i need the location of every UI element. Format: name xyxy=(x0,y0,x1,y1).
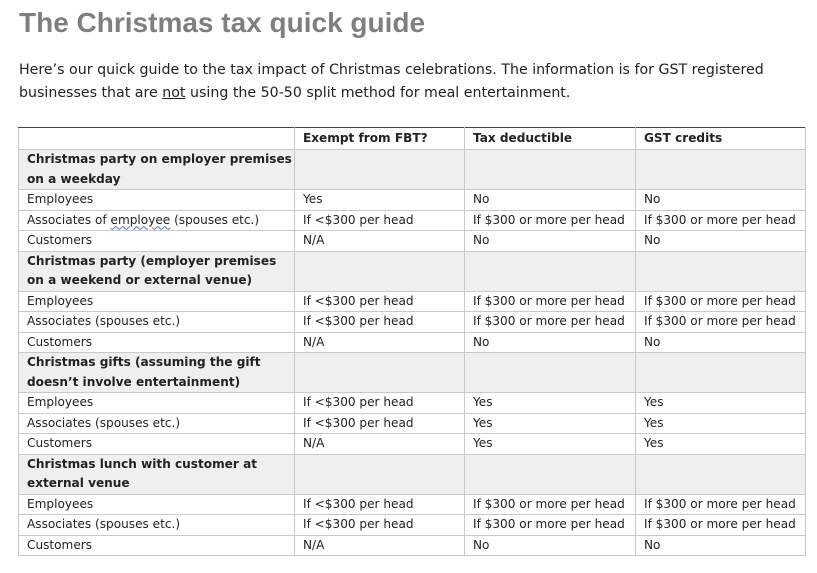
cell-gst-credits: If $300 or more per head xyxy=(636,210,806,231)
row-label: Employees xyxy=(19,393,295,414)
row-label: Customers xyxy=(19,332,295,353)
section-heading-row xyxy=(19,454,806,494)
table-row xyxy=(19,210,806,231)
row-label: Employees xyxy=(19,291,295,312)
section-heading-row xyxy=(19,251,806,291)
row-label: Customers xyxy=(19,231,295,252)
table-row xyxy=(19,413,806,434)
cell-tax-deductible: Yes xyxy=(465,413,636,434)
section-blank-cell xyxy=(295,251,465,291)
table-row xyxy=(19,291,806,312)
cell-exempt-fbt: N/A xyxy=(295,332,465,353)
header-gst-credits: GST credits xyxy=(636,128,806,150)
header-tax-deductible: Tax deductible xyxy=(465,128,636,150)
row-label: Associates (spouses etc.) xyxy=(19,312,295,333)
section-blank-cell xyxy=(465,454,636,494)
section-heading: Christmas gifts (assuming the gift doesn’t involve entertainment) xyxy=(19,353,295,393)
intro-text-before: Here’s our quick guide to the tax impact of Christmas celebrations. The information is for GST registered businesses that are xyxy=(19,62,764,101)
intro-underlined-word: not xyxy=(162,85,186,101)
cell-tax-deductible: No xyxy=(465,190,636,211)
section-blank-cell xyxy=(636,150,806,190)
cell-gst-credits: No xyxy=(636,231,806,252)
page-title: The Christmas tax quick guide xyxy=(19,7,426,38)
section-blank-cell xyxy=(465,353,636,393)
section-blank-cell xyxy=(465,251,636,291)
cell-gst-credits: If $300 or more per head xyxy=(636,291,806,312)
cell-tax-deductible: Yes xyxy=(465,393,636,414)
cell-tax-deductible: If $300 or more per head xyxy=(465,291,636,312)
table-row xyxy=(19,312,806,333)
section-blank-cell xyxy=(636,251,806,291)
cell-exempt-fbt: N/A xyxy=(295,231,465,252)
section-heading-row xyxy=(19,150,806,190)
cell-exempt-fbt: N/A xyxy=(295,434,465,455)
cell-tax-deductible: Yes xyxy=(465,434,636,455)
row-label: Associates of employee (spouses etc.) xyxy=(19,210,295,231)
cell-gst-credits: Yes xyxy=(636,413,806,434)
section-blank-cell xyxy=(636,454,806,494)
row-label: Associates (spouses etc.) xyxy=(19,515,295,536)
cell-exempt-fbt: If <$300 per head xyxy=(295,494,465,515)
row-label: Customers xyxy=(19,434,295,455)
section-blank-cell xyxy=(295,454,465,494)
intro-paragraph xyxy=(19,59,809,105)
cell-gst-credits: No xyxy=(636,332,806,353)
spellcheck-flagged-word[interactable]: employee xyxy=(110,212,171,227)
table-row xyxy=(19,332,806,353)
row-label: Associates (spouses etc.) xyxy=(19,413,295,434)
cell-exempt-fbt: If <$300 per head xyxy=(295,393,465,414)
tax-guide-table xyxy=(18,127,806,556)
table-row xyxy=(19,190,806,211)
cell-tax-deductible: If $300 or more per head xyxy=(465,494,636,515)
table-row xyxy=(19,393,806,414)
cell-gst-credits: If $300 or more per head xyxy=(636,312,806,333)
section-heading-row xyxy=(19,353,806,393)
cell-tax-deductible: No xyxy=(465,231,636,252)
row-label: Employees xyxy=(19,190,295,211)
cell-gst-credits: If $300 or more per head xyxy=(636,494,806,515)
cell-gst-credits: If $300 or more per head xyxy=(636,515,806,536)
cell-tax-deductible: If $300 or more per head xyxy=(465,515,636,536)
row-label: Customers xyxy=(19,535,295,556)
cell-gst-credits: No xyxy=(636,535,806,556)
cell-exempt-fbt: If <$300 per head xyxy=(295,515,465,536)
intro-text-after: using the 50-50 split method for meal entertainment. xyxy=(185,85,571,101)
table-row xyxy=(19,535,806,556)
header-exempt-fbt: Exempt from FBT? xyxy=(295,128,465,150)
cell-exempt-fbt: If <$300 per head xyxy=(295,413,465,434)
section-heading: Christmas party on employer premises on a weekday xyxy=(19,150,295,190)
cell-exempt-fbt: If <$300 per head xyxy=(295,291,465,312)
table-row xyxy=(19,515,806,536)
section-blank-cell xyxy=(295,353,465,393)
section-blank-cell xyxy=(465,150,636,190)
cell-tax-deductible: If $300 or more per head xyxy=(465,312,636,333)
table-row xyxy=(19,434,806,455)
cell-exempt-fbt: N/A xyxy=(295,535,465,556)
cell-tax-deductible: If $300 or more per head xyxy=(465,210,636,231)
section-heading: Christmas lunch with customer at external venue xyxy=(19,454,295,494)
table-row xyxy=(19,231,806,252)
header-row xyxy=(19,128,806,150)
section-heading: Christmas party (employer premises on a weekend or external venue) xyxy=(19,251,295,291)
header-blank xyxy=(19,128,295,150)
cell-gst-credits: Yes xyxy=(636,434,806,455)
table-row xyxy=(19,494,806,515)
cell-gst-credits: Yes xyxy=(636,393,806,414)
section-blank-cell xyxy=(636,353,806,393)
row-label: Employees xyxy=(19,494,295,515)
cell-exempt-fbt: Yes xyxy=(295,190,465,211)
cell-exempt-fbt: If <$300 per head xyxy=(295,312,465,333)
section-blank-cell xyxy=(295,150,465,190)
cell-tax-deductible: No xyxy=(465,535,636,556)
cell-gst-credits: No xyxy=(636,190,806,211)
cell-tax-deductible: No xyxy=(465,332,636,353)
cell-exempt-fbt: If <$300 per head xyxy=(295,210,465,231)
